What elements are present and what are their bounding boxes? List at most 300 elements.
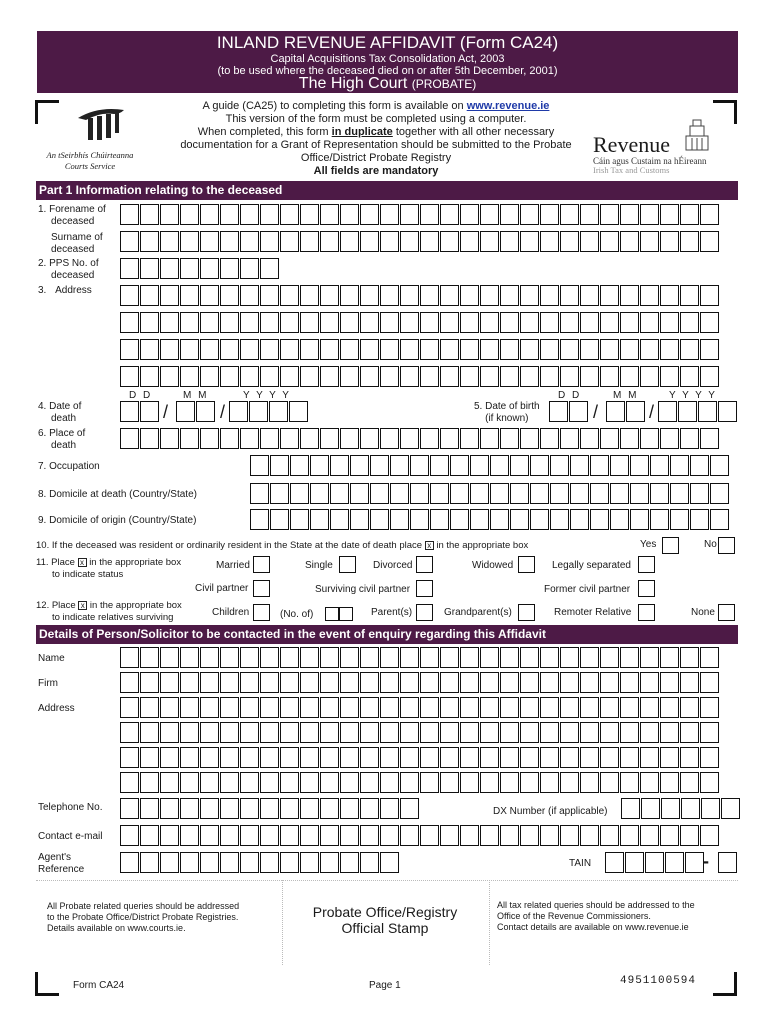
single-checkbox[interactable] (339, 556, 356, 573)
input-cell[interactable] (650, 455, 669, 476)
input-cell[interactable] (540, 825, 559, 846)
input-cell[interactable] (380, 672, 399, 693)
input-cell[interactable] (550, 455, 569, 476)
input-cell[interactable] (510, 509, 529, 530)
input-cell[interactable] (400, 798, 419, 819)
input-cell[interactable] (420, 672, 439, 693)
input-cell[interactable] (690, 483, 709, 504)
input-cell[interactable] (430, 483, 449, 504)
remoter-relative-checkbox[interactable] (638, 604, 655, 621)
input-cell[interactable] (580, 825, 599, 846)
input-cell[interactable] (620, 672, 639, 693)
input-cell[interactable] (200, 258, 219, 279)
input-cell[interactable] (360, 747, 379, 768)
input-cell[interactable] (700, 366, 719, 387)
input-cell[interactable] (290, 483, 309, 504)
input-cell[interactable] (200, 204, 219, 225)
input-cell[interactable] (140, 772, 159, 793)
input-cell[interactable] (400, 647, 419, 668)
input-cell[interactable] (580, 366, 599, 387)
input-cell[interactable] (700, 204, 719, 225)
input-cell[interactable] (380, 747, 399, 768)
input-cell[interactable] (500, 647, 519, 668)
input-cell[interactable] (400, 772, 419, 793)
input-cell[interactable] (645, 852, 664, 873)
input-cell[interactable] (120, 366, 139, 387)
input-cell[interactable] (580, 697, 599, 718)
input-cell[interactable] (520, 312, 539, 333)
input-cell[interactable] (460, 204, 479, 225)
input-cell[interactable] (500, 747, 519, 768)
input-cell[interactable] (710, 455, 729, 476)
input-cell[interactable] (510, 455, 529, 476)
input-cell[interactable] (120, 747, 139, 768)
input-cell[interactable] (626, 401, 645, 422)
input-cell[interactable] (680, 339, 699, 360)
input-cell[interactable] (420, 428, 439, 449)
input-cell[interactable] (280, 312, 299, 333)
input-cell[interactable] (640, 722, 659, 743)
input-cell[interactable] (540, 339, 559, 360)
input-cell[interactable] (680, 772, 699, 793)
input-cell[interactable] (220, 339, 239, 360)
input-cell[interactable] (400, 747, 419, 768)
input-cell[interactable] (460, 231, 479, 252)
domicile-death-input[interactable] (250, 483, 730, 504)
input-cell[interactable] (560, 428, 579, 449)
input-cell[interactable] (200, 722, 219, 743)
input-cell[interactable] (640, 647, 659, 668)
input-cell[interactable] (440, 428, 459, 449)
input-cell[interactable] (180, 852, 199, 873)
legally-separated-checkbox[interactable] (638, 556, 655, 573)
input-cell[interactable] (600, 204, 619, 225)
contact-address-line-1-input[interactable] (120, 697, 720, 718)
input-cell[interactable] (260, 428, 279, 449)
input-cell[interactable] (390, 483, 409, 504)
input-cell[interactable] (320, 312, 339, 333)
input-cell[interactable] (440, 285, 459, 306)
input-cell[interactable] (580, 747, 599, 768)
input-cell[interactable] (480, 672, 499, 693)
input-cell[interactable] (300, 312, 319, 333)
input-cell[interactable] (280, 825, 299, 846)
input-cell[interactable] (260, 825, 279, 846)
telephone-input[interactable] (120, 798, 420, 819)
grandparents-checkbox[interactable] (518, 604, 535, 621)
input-cell[interactable] (640, 428, 659, 449)
input-cell[interactable] (260, 312, 279, 333)
input-cell[interactable] (250, 455, 269, 476)
input-cell[interactable] (641, 798, 660, 819)
input-cell[interactable] (500, 366, 519, 387)
input-cell[interactable] (340, 428, 359, 449)
input-cell[interactable] (380, 722, 399, 743)
input-cell[interactable] (280, 366, 299, 387)
input-cell[interactable] (180, 672, 199, 693)
input-cell[interactable] (240, 798, 259, 819)
input-cell[interactable] (500, 231, 519, 252)
input-cell[interactable] (560, 772, 579, 793)
input-cell[interactable] (600, 428, 619, 449)
input-cell[interactable] (140, 285, 159, 306)
input-cell[interactable] (260, 852, 279, 873)
input-cell[interactable] (700, 747, 719, 768)
input-cell[interactable] (300, 747, 319, 768)
input-cell[interactable] (180, 697, 199, 718)
input-cell[interactable] (700, 772, 719, 793)
input-cell[interactable] (680, 722, 699, 743)
birth-month-input[interactable] (606, 401, 646, 422)
input-cell[interactable] (670, 509, 689, 530)
input-cell[interactable] (260, 747, 279, 768)
input-cell[interactable] (640, 772, 659, 793)
contact-address-line-3-input[interactable] (120, 747, 720, 768)
input-cell[interactable] (260, 339, 279, 360)
input-cell[interactable] (420, 825, 439, 846)
input-cell[interactable] (140, 697, 159, 718)
input-cell[interactable] (140, 722, 159, 743)
resident-yes-checkbox[interactable] (662, 537, 679, 554)
input-cell[interactable] (320, 647, 339, 668)
input-cell[interactable] (380, 825, 399, 846)
input-cell[interactable] (600, 231, 619, 252)
input-cell[interactable] (661, 798, 680, 819)
input-cell[interactable] (320, 672, 339, 693)
input-cell[interactable] (240, 722, 259, 743)
input-cell[interactable] (460, 285, 479, 306)
input-cell[interactable] (120, 312, 139, 333)
input-cell[interactable] (630, 509, 649, 530)
input-cell[interactable] (620, 647, 639, 668)
input-cell[interactable] (480, 204, 499, 225)
revenue-link[interactable]: www.revenue.ie (466, 100, 550, 112)
input-cell[interactable] (240, 647, 259, 668)
input-cell[interactable] (450, 455, 469, 476)
input-cell[interactable] (680, 697, 699, 718)
input-cell[interactable] (200, 697, 219, 718)
input-cell[interactable] (180, 747, 199, 768)
input-cell[interactable] (200, 647, 219, 668)
input-cell[interactable] (480, 722, 499, 743)
input-cell[interactable] (240, 258, 259, 279)
input-cell[interactable] (550, 483, 569, 504)
input-cell[interactable] (180, 722, 199, 743)
input-cell[interactable] (620, 231, 639, 252)
input-cell[interactable] (420, 285, 439, 306)
former-civil-partner-checkbox[interactable] (638, 580, 655, 597)
input-cell[interactable] (320, 722, 339, 743)
death-year-input[interactable] (229, 401, 309, 422)
input-cell[interactable] (540, 204, 559, 225)
input-cell[interactable] (700, 231, 719, 252)
input-cell[interactable] (660, 428, 679, 449)
input-cell[interactable] (196, 401, 215, 422)
input-cell[interactable] (440, 747, 459, 768)
input-cell[interactable] (420, 697, 439, 718)
input-cell[interactable] (240, 428, 259, 449)
input-cell[interactable] (200, 339, 219, 360)
input-cell[interactable] (229, 401, 248, 422)
input-cell[interactable] (700, 647, 719, 668)
address-line-2-input[interactable] (120, 312, 720, 333)
input-cell[interactable] (680, 204, 699, 225)
input-cell[interactable] (220, 428, 239, 449)
input-cell[interactable] (340, 852, 359, 873)
surname-input[interactable] (120, 231, 720, 252)
input-cell[interactable] (350, 455, 369, 476)
input-cell[interactable] (620, 339, 639, 360)
input-cell[interactable] (620, 772, 639, 793)
input-cell[interactable] (480, 697, 499, 718)
input-cell[interactable] (420, 722, 439, 743)
input-cell[interactable] (249, 401, 268, 422)
input-cell[interactable] (440, 204, 459, 225)
input-cell[interactable] (280, 231, 299, 252)
input-cell[interactable] (410, 509, 429, 530)
parents-checkbox[interactable] (416, 604, 433, 621)
input-cell[interactable] (160, 647, 179, 668)
address-line-4-input[interactable] (120, 366, 720, 387)
input-cell[interactable] (660, 697, 679, 718)
input-cell[interactable] (610, 483, 629, 504)
input-cell[interactable] (350, 509, 369, 530)
input-cell[interactable] (360, 285, 379, 306)
input-cell[interactable] (600, 747, 619, 768)
input-cell[interactable] (540, 672, 559, 693)
input-cell[interactable] (280, 697, 299, 718)
input-cell[interactable] (620, 285, 639, 306)
input-cell[interactable] (160, 231, 179, 252)
married-checkbox[interactable] (253, 556, 270, 573)
input-cell[interactable] (620, 204, 639, 225)
input-cell[interactable] (140, 339, 159, 360)
input-cell[interactable] (530, 483, 549, 504)
input-cell[interactable] (680, 647, 699, 668)
children-count-digit-1[interactable] (325, 607, 339, 621)
input-cell[interactable] (240, 852, 259, 873)
input-cell[interactable] (520, 366, 539, 387)
input-cell[interactable] (700, 722, 719, 743)
input-cell[interactable] (280, 428, 299, 449)
input-cell[interactable] (600, 672, 619, 693)
civil-partner-checkbox[interactable] (253, 580, 270, 597)
death-month-input[interactable] (176, 401, 216, 422)
input-cell[interactable] (400, 428, 419, 449)
domicile-origin-input[interactable] (250, 509, 730, 530)
input-cell[interactable] (400, 825, 419, 846)
input-cell[interactable] (200, 772, 219, 793)
input-cell[interactable] (280, 747, 299, 768)
input-cell[interactable] (340, 204, 359, 225)
input-cell[interactable] (560, 647, 579, 668)
input-cell[interactable] (640, 285, 659, 306)
input-cell[interactable] (200, 366, 219, 387)
input-cell[interactable] (310, 483, 329, 504)
tain-check-input[interactable] (718, 852, 738, 873)
input-cell[interactable] (370, 509, 389, 530)
input-cell[interactable] (520, 747, 539, 768)
input-cell[interactable] (260, 697, 279, 718)
input-cell[interactable] (160, 339, 179, 360)
input-cell[interactable] (690, 509, 709, 530)
input-cell[interactable] (180, 231, 199, 252)
input-cell[interactable] (540, 747, 559, 768)
input-cell[interactable] (420, 312, 439, 333)
input-cell[interactable] (270, 455, 289, 476)
input-cell[interactable] (260, 672, 279, 693)
input-cell[interactable] (300, 852, 319, 873)
input-cell[interactable] (680, 747, 699, 768)
input-cell[interactable] (430, 455, 449, 476)
input-cell[interactable] (580, 428, 599, 449)
input-cell[interactable] (140, 204, 159, 225)
input-cell[interactable] (360, 697, 379, 718)
input-cell[interactable] (360, 204, 379, 225)
birth-year-input[interactable] (658, 401, 738, 422)
input-cell[interactable] (320, 366, 339, 387)
input-cell[interactable] (658, 401, 677, 422)
contact-address-line-4-input[interactable] (120, 772, 720, 793)
input-cell[interactable] (350, 483, 369, 504)
input-cell[interactable] (500, 672, 519, 693)
input-cell[interactable] (700, 697, 719, 718)
input-cell[interactable] (220, 285, 239, 306)
input-cell[interactable] (500, 204, 519, 225)
input-cell[interactable] (360, 798, 379, 819)
input-cell[interactable] (660, 647, 679, 668)
input-cell[interactable] (560, 366, 579, 387)
input-cell[interactable] (670, 483, 689, 504)
input-cell[interactable] (200, 852, 219, 873)
input-cell[interactable] (660, 825, 679, 846)
input-cell[interactable] (330, 483, 349, 504)
children-checkbox[interactable] (253, 604, 270, 621)
tain-input[interactable] (605, 852, 705, 873)
input-cell[interactable] (520, 204, 539, 225)
input-cell[interactable] (320, 825, 339, 846)
input-cell[interactable] (160, 312, 179, 333)
input-cell[interactable] (280, 852, 299, 873)
input-cell[interactable] (180, 312, 199, 333)
input-cell[interactable] (340, 339, 359, 360)
input-cell[interactable] (460, 747, 479, 768)
input-cell[interactable] (120, 428, 139, 449)
input-cell[interactable] (220, 366, 239, 387)
input-cell[interactable] (400, 231, 419, 252)
input-cell[interactable] (240, 312, 259, 333)
input-cell[interactable] (220, 722, 239, 743)
input-cell[interactable] (250, 509, 269, 530)
input-cell[interactable] (660, 285, 679, 306)
input-cell[interactable] (140, 428, 159, 449)
input-cell[interactable] (718, 401, 737, 422)
input-cell[interactable] (220, 825, 239, 846)
input-cell[interactable] (160, 428, 179, 449)
input-cell[interactable] (340, 231, 359, 252)
input-cell[interactable] (310, 509, 329, 530)
input-cell[interactable] (260, 798, 279, 819)
input-cell[interactable] (620, 747, 639, 768)
surviving-civil-partner-checkbox[interactable] (416, 580, 433, 597)
death-day-input[interactable] (120, 401, 160, 422)
input-cell[interactable] (621, 798, 640, 819)
input-cell[interactable] (140, 672, 159, 693)
input-cell[interactable] (660, 772, 679, 793)
input-cell[interactable] (540, 772, 559, 793)
input-cell[interactable] (140, 231, 159, 252)
input-cell[interactable] (590, 509, 609, 530)
input-cell[interactable] (610, 455, 629, 476)
input-cell[interactable] (260, 231, 279, 252)
input-cell[interactable] (660, 204, 679, 225)
input-cell[interactable] (710, 509, 729, 530)
input-cell[interactable] (280, 285, 299, 306)
input-cell[interactable] (650, 509, 669, 530)
input-cell[interactable] (330, 509, 349, 530)
input-cell[interactable] (480, 647, 499, 668)
input-cell[interactable] (140, 366, 159, 387)
input-cell[interactable] (500, 772, 519, 793)
input-cell[interactable] (650, 483, 669, 504)
contact-name-input[interactable] (120, 647, 720, 668)
input-cell[interactable] (260, 647, 279, 668)
input-cell[interactable] (540, 647, 559, 668)
input-cell[interactable] (440, 366, 459, 387)
input-cell[interactable] (260, 204, 279, 225)
input-cell[interactable] (120, 825, 139, 846)
input-cell[interactable] (460, 647, 479, 668)
input-cell[interactable] (380, 697, 399, 718)
input-cell[interactable] (490, 455, 509, 476)
input-cell[interactable] (280, 647, 299, 668)
input-cell[interactable] (140, 258, 159, 279)
input-cell[interactable] (260, 258, 279, 279)
none-checkbox[interactable] (718, 604, 735, 621)
input-cell[interactable] (460, 312, 479, 333)
input-cell[interactable] (370, 455, 389, 476)
input-cell[interactable] (300, 204, 319, 225)
input-cell[interactable] (140, 798, 159, 819)
input-cell[interactable] (670, 455, 689, 476)
input-cell[interactable] (590, 455, 609, 476)
input-cell[interactable] (520, 697, 539, 718)
input-cell[interactable] (220, 204, 239, 225)
input-cell[interactable] (360, 672, 379, 693)
input-cell[interactable] (400, 285, 419, 306)
input-cell[interactable] (480, 772, 499, 793)
input-cell[interactable] (610, 509, 629, 530)
input-cell[interactable] (460, 672, 479, 693)
input-cell[interactable] (440, 231, 459, 252)
input-cell[interactable] (700, 285, 719, 306)
input-cell[interactable] (420, 772, 439, 793)
input-cell[interactable] (660, 747, 679, 768)
input-cell[interactable] (420, 747, 439, 768)
input-cell[interactable] (320, 231, 339, 252)
input-cell[interactable] (660, 339, 679, 360)
input-cell[interactable] (220, 798, 239, 819)
input-cell[interactable] (660, 722, 679, 743)
input-cell[interactable] (600, 697, 619, 718)
input-cell[interactable] (580, 339, 599, 360)
input-cell[interactable] (360, 231, 379, 252)
input-cell[interactable] (410, 483, 429, 504)
input-cell[interactable] (500, 339, 519, 360)
input-cell[interactable] (120, 772, 139, 793)
input-cell[interactable] (340, 798, 359, 819)
input-cell[interactable] (600, 339, 619, 360)
